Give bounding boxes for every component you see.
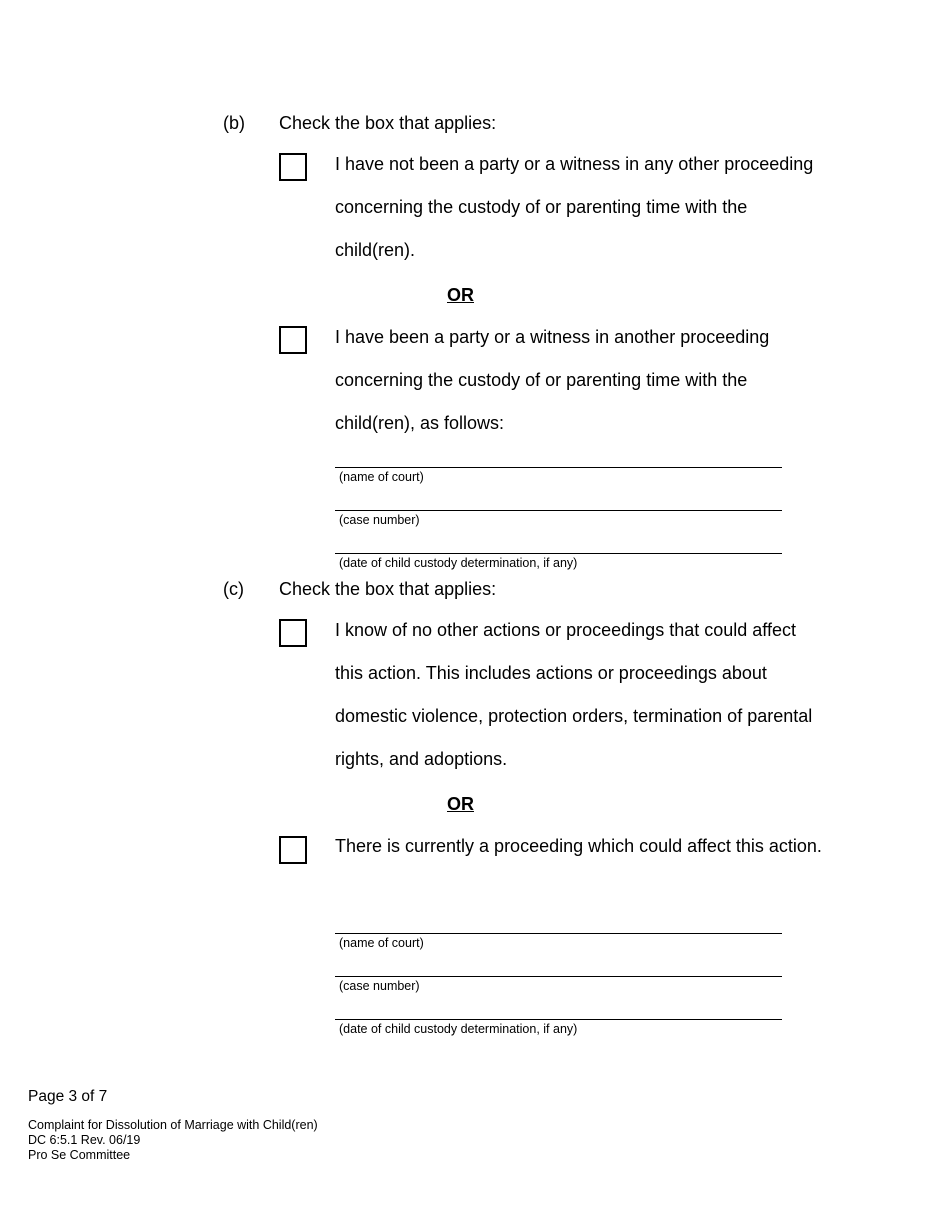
field-caption: (case number) bbox=[339, 979, 420, 993]
section-b-heading: Check the box that applies: bbox=[279, 113, 497, 133]
section-b-marker: (b) bbox=[223, 113, 245, 133]
text-line: child(ren). bbox=[335, 240, 416, 260]
name-of-court-field-b[interactable] bbox=[335, 467, 782, 468]
committee-name: Pro Se Committee bbox=[28, 1148, 131, 1162]
text-line: There is currently a proceeding which could affect this action. bbox=[335, 836, 822, 856]
field-caption: (date of child custody determination, if any) bbox=[339, 556, 578, 570]
checkbox-c-no-other-actions[interactable] bbox=[279, 619, 307, 647]
section-b-option1-text bbox=[335, 143, 855, 272]
text-line: I have not been a party or a witness in any other proceeding bbox=[335, 154, 814, 174]
text-line: this action. This includes actions or proceedings about bbox=[335, 663, 767, 683]
text-line: rights, and adoptions. bbox=[335, 749, 508, 769]
checkbox-b-was-party[interactable] bbox=[279, 326, 307, 354]
determination-date-field-b[interactable] bbox=[335, 553, 782, 554]
text-line: concerning the custody of or parenting time with the bbox=[335, 370, 748, 390]
page-number: Page 3 of 7 bbox=[28, 1088, 108, 1105]
section-c-option2-text bbox=[335, 825, 895, 868]
or-divider-b: OR bbox=[447, 285, 474, 305]
checkbox-c-current-proceeding[interactable] bbox=[279, 836, 307, 864]
field-caption: (name of court) bbox=[339, 936, 424, 950]
name-of-court-field-c[interactable] bbox=[335, 933, 782, 934]
text-line: child(ren), as follows: bbox=[335, 413, 505, 433]
form-footer bbox=[28, 1118, 318, 1163]
section-c-option1-text bbox=[335, 609, 865, 781]
determination-date-field-c[interactable] bbox=[335, 1019, 782, 1020]
form-code: DC 6:5.1 Rev. 06/19 bbox=[28, 1133, 141, 1147]
text-line: concerning the custody of or parenting time with the bbox=[335, 197, 748, 217]
case-number-field-c[interactable] bbox=[335, 976, 782, 977]
field-caption: (date of child custody determination, if any) bbox=[339, 1022, 578, 1036]
field-caption: (case number) bbox=[339, 513, 420, 527]
form-title: Complaint for Dissolution of Marriage with Child(ren) bbox=[28, 1118, 318, 1132]
text-line: domestic violence, protection orders, termination of parental bbox=[335, 706, 813, 726]
text-line: I know of no other actions or proceedings that could affect bbox=[335, 620, 796, 640]
checkbox-b-not-party[interactable] bbox=[279, 153, 307, 181]
or-divider-c: OR bbox=[447, 794, 474, 814]
text-line: I have been a party or a witness in another proceeding bbox=[335, 327, 770, 347]
case-number-field-b[interactable] bbox=[335, 510, 782, 511]
section-b-option2-text bbox=[335, 316, 855, 445]
section-c-heading: Check the box that applies: bbox=[279, 579, 497, 599]
field-caption: (name of court) bbox=[339, 470, 424, 484]
section-c-marker: (c) bbox=[223, 579, 244, 599]
